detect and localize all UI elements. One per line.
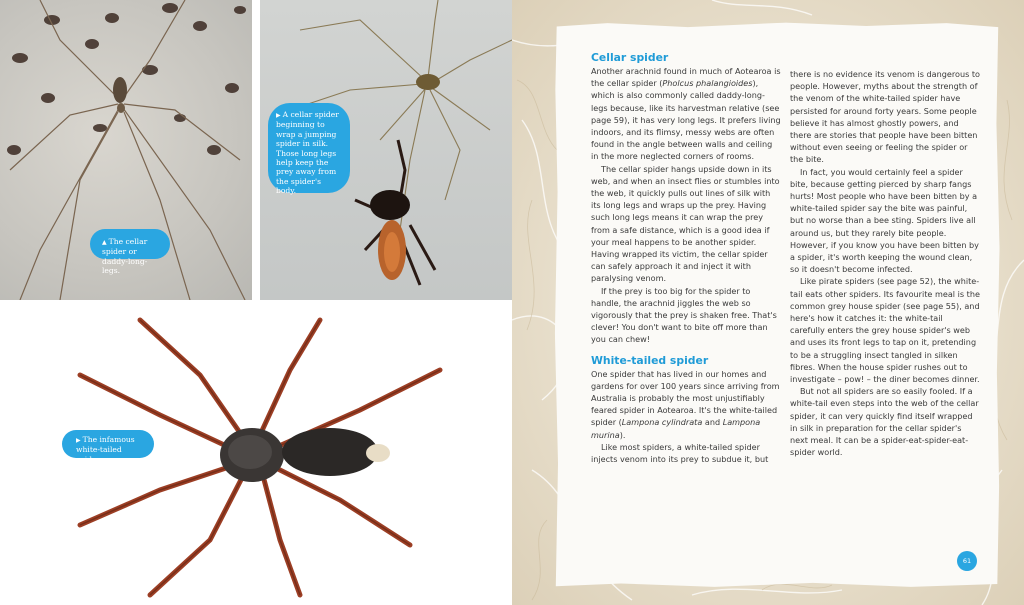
paragraph: Like most spiders, a white-tailed spider injects venom into its prey to subdue it, but [591,441,769,465]
caption-marker-icon: ▲ [102,239,107,246]
paragraph: there is no evidence its venom is dangerous to people. However, myths about the strength of the venom of the white-tailed spider have persisted for around forty years. Some people believe it has almost ghostly powers, and there are stories that people have been bitten without even seeing or feeling the spider or the bite. [790,69,980,165]
caption-jumping-spider: ▶ A cellar spider beginning to wrap a jumping spider in silk. Those long legs help keep the prey away from the spider's body. [268,103,350,193]
paragraph: The cellar spider hangs upside down in its web, and when an insect flies or stumbles into the web, it quickly pulls out lines of silk with its long legs and wraps up the prey. Having such long legs means it can wrap the prey from a safe distance, which is a good idea if your meal happens to be another spider. Having wrapped its victim, the cellar spider can safely approach it and inject it with paralysing venom. [591,163,780,284]
paragraph: Like pirate spiders (see page 52), the white-tail eats other spiders. Its favourite meal is the common grey house spider (see page 55), and here's how it catches it: the white-tail carefully enters the grey house spider's web and uses its front legs to tap on it, pretending to be a struggling insect tangled in silken fibres. When the house spider rushes out to investigate – pow! – the diner becomes dinner. [790,276,980,385]
caption-marker-icon: ▶ [276,112,281,119]
paragraph: Another arachnid found in much of Aotearoa is the cellar spider (Pholcus phalangioides), which is also commonly called daddy-long-legs because, like its harvestman relative (see page 59), it has very long legs. It prefers living indoors, and its flimsy, messy webs are often found in the angle between walls and ceiling in the more neglected corners of rooms. [591,66,781,162]
paragraph: If the prey is too big for the spider to handle, the arachnid jiggles the web so vigorously that the prey is shaken free. That's clever! You don't want to bite off more than you can chew! [591,285,777,345]
paragraph: But not all spiders are so easily fooled. If a white-tail even steps into the web of the cellar spider, it can very quickly find itself wrapped in silk in preparation for the cellar spider's next meal. It can be a spider-eat-spider-eat-spider world. [790,386,979,458]
text-column-right [790,68,980,459]
heading-cellar-spider: Cellar spider [591,51,669,64]
heading-white-tailed-spider: White-tailed spider [591,353,709,367]
page-number-badge: 61 [957,551,977,571]
caption-white-tailed-spider: ▶ The infamous white-tailed spider. [62,430,154,458]
caption-marker-icon: ▶ [76,437,81,444]
caption-cellar-spider: ▲ The cellar spider or daddy-long-legs. [90,229,170,259]
text-column-left [591,51,781,465]
paragraph: In fact, you would certainly feel a spider bite, because getting pierced by sharp fangs hurts! Most people who have been bitten by a white-tailed spider say the bite was painful, but no worse than a bee sting. Spiders live all around us, but they rarely bite people. However, if you know you have been bitten by a spider, it's worth keeping the wound clean, so it doesn't become infected. [790,166,979,275]
paragraph: One spider that has lived in our homes and gardens for over 100 years since arriving from Australia is probably the most unjustifiably feared spider in Aotearoa. It's the white-tailed spider (Lampona cylindrata and Lampona murina). [591,368,780,440]
